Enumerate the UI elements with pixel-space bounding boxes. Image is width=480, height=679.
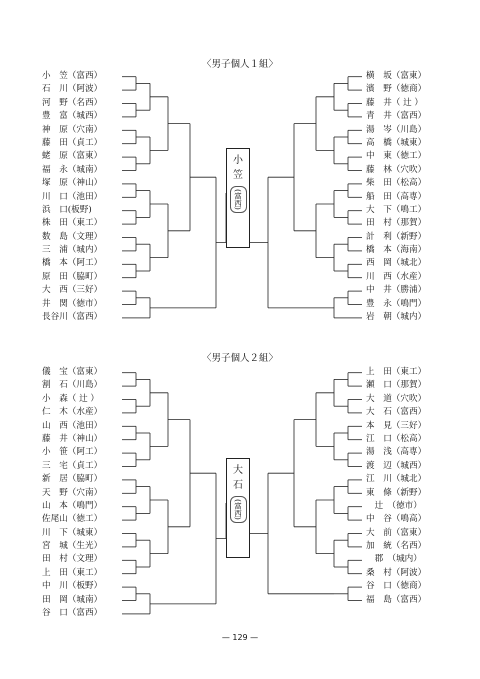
player-entry: 大 前（富東） bbox=[366, 527, 427, 538]
group1-champion-name-1: 小 bbox=[233, 155, 243, 166]
player-entry: 中 川（板野） bbox=[42, 581, 103, 592]
player-entry: 儀 宝（富東） bbox=[42, 367, 103, 377]
player-entry: 福 永（城南） bbox=[42, 164, 103, 175]
player-entry: 川 下（城東） bbox=[42, 527, 103, 538]
player-entry: 三 浦（城内） bbox=[42, 245, 103, 256]
player-entry: 加 統（名西） bbox=[366, 541, 427, 552]
player-entry: 濱 野（徳商） bbox=[366, 84, 427, 95]
player-entry: 原 田（脇町） bbox=[42, 271, 103, 282]
player-entry: 数 島（文理） bbox=[42, 231, 103, 242]
player-entry: 山 本（鳴門） bbox=[42, 500, 103, 511]
player-entry: 川 口（池田） bbox=[42, 191, 103, 202]
player-entry: 郡 （城内） bbox=[366, 554, 422, 565]
player-entry: 中 井（勝浦） bbox=[366, 285, 427, 296]
group2-champion-box bbox=[226, 458, 250, 558]
player-entry: 井 関（徳市） bbox=[42, 298, 103, 309]
player-entry: 田 村（文理） bbox=[42, 554, 103, 565]
player-entry: 小 森（ 辻 ） bbox=[42, 393, 100, 404]
player-entry: 青 井（富西） bbox=[366, 111, 427, 122]
player-entry: 佐尾山（徳工） bbox=[42, 514, 103, 525]
group1-champion-box bbox=[226, 148, 250, 248]
player-entry: 田 岡（城南） bbox=[42, 594, 103, 605]
player-entry: 三 宅（貞工） bbox=[42, 460, 103, 471]
player-entry: 谷 口（徳商） bbox=[366, 581, 427, 592]
player-entry: 中 谷（鳴高） bbox=[366, 514, 427, 525]
player-entry: 藤 田（貞工） bbox=[42, 137, 103, 148]
player-entry: 谷 口（富西） bbox=[42, 608, 103, 619]
player-entry: 辻 （徳市） bbox=[366, 500, 422, 511]
player-entry: 割 石（川島） bbox=[42, 380, 103, 391]
group2-champion-school: (富西) bbox=[230, 496, 247, 523]
player-entry: 本 見（三好） bbox=[366, 420, 427, 431]
player-entry: 河 野（名西） bbox=[42, 97, 103, 108]
player-entry: 大 石（富西） bbox=[366, 407, 427, 418]
player-entry: 中 東（徳工） bbox=[366, 151, 427, 162]
player-entry: 長谷川（富西） bbox=[42, 312, 103, 323]
group1-champion-school: (富西) bbox=[230, 186, 247, 213]
player-entry: 天 野（穴南） bbox=[42, 487, 103, 498]
group1-champion-name-2: 笠 bbox=[233, 170, 243, 181]
player-entry: 江 口（松高） bbox=[366, 433, 427, 444]
player-entry: 大 西（三好） bbox=[42, 285, 103, 296]
player-entry: 高 橋（城東） bbox=[366, 137, 427, 148]
player-entry: 桑 村（阿波） bbox=[366, 567, 427, 578]
player-entry: 塚 原（神山） bbox=[42, 178, 103, 189]
group2-champion-name-1: 大 bbox=[233, 465, 243, 476]
player-entry: 神 原（穴南） bbox=[42, 124, 103, 135]
group2-champion-name-2: 石 bbox=[233, 480, 243, 491]
player-entry: 橋 本（阿工） bbox=[42, 258, 103, 269]
player-entry: 藤 井（ 辻 ） bbox=[366, 97, 424, 108]
player-entry: 上 田（東工） bbox=[42, 567, 103, 578]
player-entry: 東 條（新野） bbox=[366, 487, 427, 498]
player-entry: 福 島（富西） bbox=[366, 594, 427, 605]
player-entry: 湯 岑（川島） bbox=[366, 124, 427, 135]
player-entry: 大 下（鳴工） bbox=[366, 204, 427, 215]
player-entry: 石 川（阿波） bbox=[42, 84, 103, 95]
player-entry: 浜 口(板野) bbox=[42, 204, 92, 215]
player-entry: 船 田（高専） bbox=[366, 191, 427, 202]
player-entry: 山 西（池田） bbox=[42, 420, 103, 431]
player-entry: 宮 城（生光） bbox=[42, 541, 103, 552]
player-entry: 渡 辺（城西） bbox=[366, 460, 427, 471]
player-entry: 蛯 原（富東） bbox=[42, 151, 103, 162]
player-entry: 柴 田（松高） bbox=[366, 178, 427, 189]
player-entry: 大 道（穴吹） bbox=[366, 393, 427, 404]
player-entry: 瀬 口（那賀） bbox=[366, 380, 427, 391]
player-entry: 西 岡（城北） bbox=[366, 258, 427, 269]
player-entry: 藤 林（穴吹） bbox=[366, 164, 427, 175]
player-entry: 藤 井（神山） bbox=[42, 433, 103, 444]
player-entry: 岩 朝（城内） bbox=[366, 312, 427, 323]
player-entry: 上 田（東工） bbox=[366, 367, 427, 377]
group1-title: 〈男子個人１組〉 bbox=[201, 59, 278, 70]
player-entry: 計 利（新野） bbox=[366, 231, 427, 242]
group2-title: 〈男子個人２組〉 bbox=[201, 353, 278, 364]
player-entry: 小 笹（阿工） bbox=[42, 447, 103, 458]
player-entry: 仁 木（水産） bbox=[42, 407, 103, 418]
player-entry: 小 笠（富西） bbox=[42, 71, 103, 81]
player-entry: 江 川（城北） bbox=[366, 474, 427, 485]
player-entry: 田 村（那賀） bbox=[366, 218, 427, 229]
player-entry: 橋 本（海南） bbox=[366, 245, 427, 256]
player-entry: 新 居（脇町） bbox=[42, 474, 103, 485]
player-entry: 豊 富（城西） bbox=[42, 111, 103, 122]
player-entry: 豊 永（鳴門） bbox=[366, 298, 427, 309]
player-entry: 湯 浅（高専） bbox=[366, 447, 427, 458]
player-entry: 横 坂（富東） bbox=[366, 71, 427, 81]
player-entry: 川 西（水産） bbox=[366, 271, 427, 282]
page-number: — 129 — bbox=[221, 633, 259, 642]
player-entry: 株 田（東工） bbox=[42, 218, 103, 229]
